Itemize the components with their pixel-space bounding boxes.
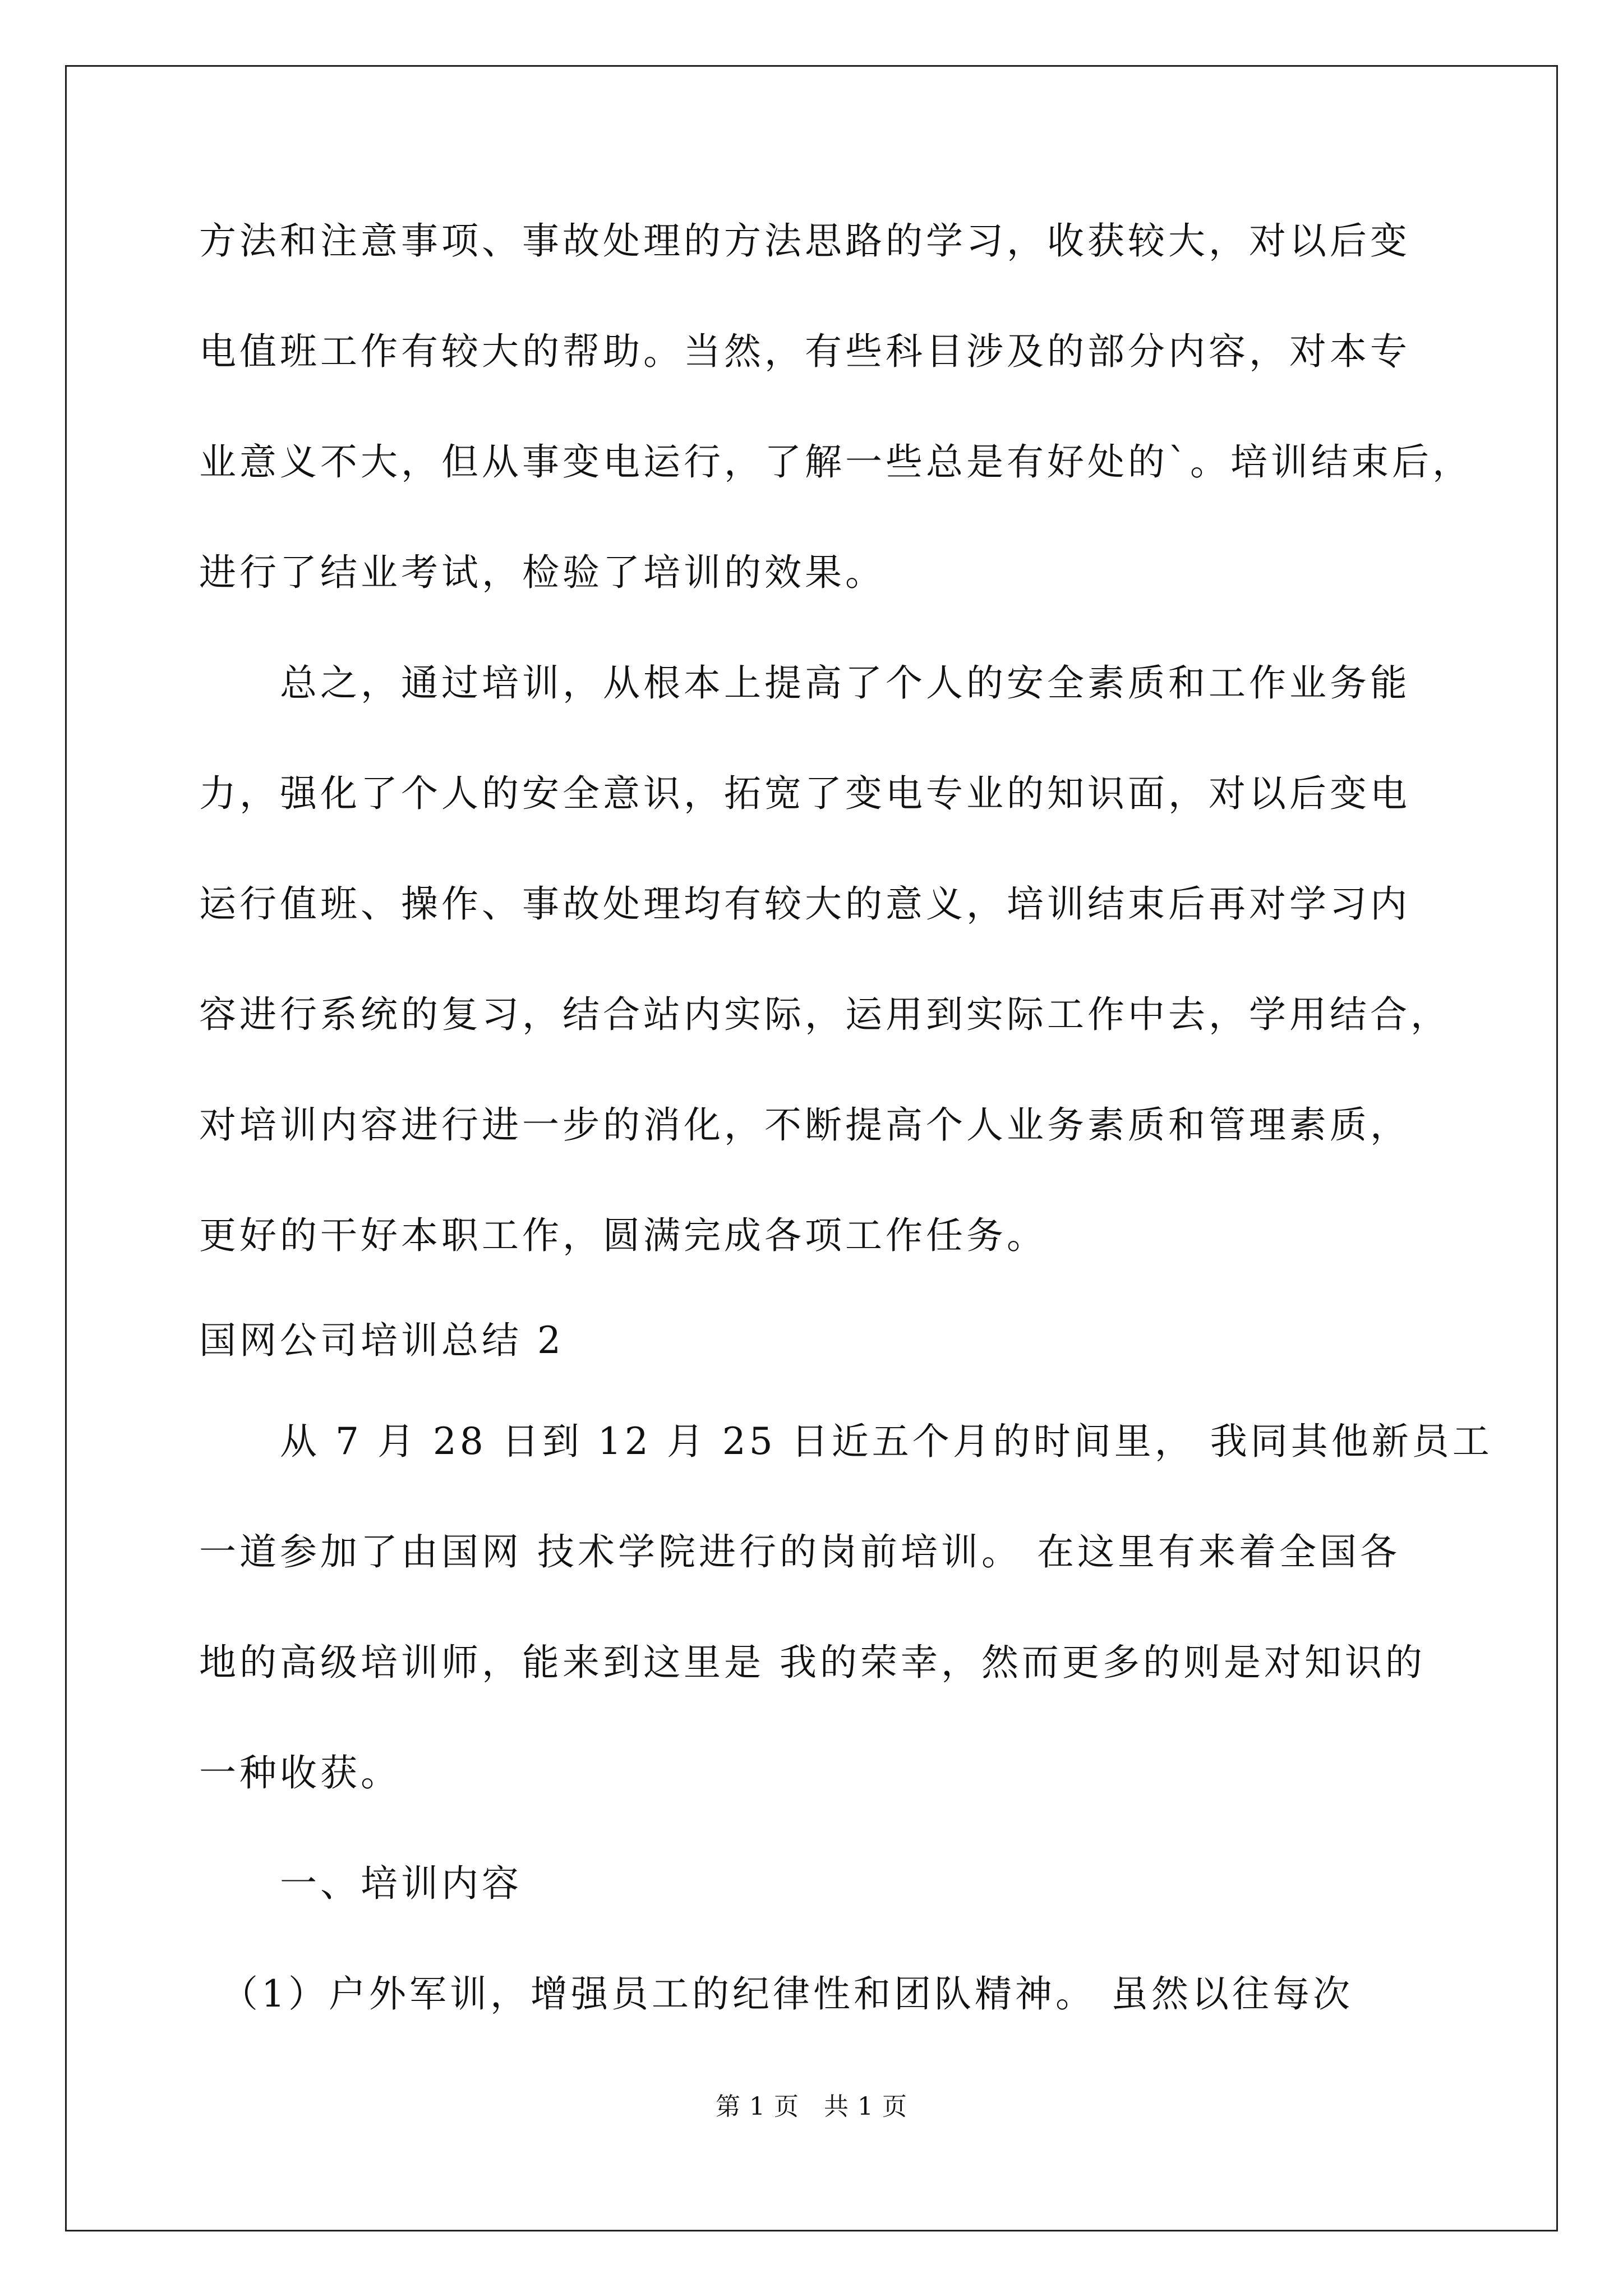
text-line: 业意义不大，但从事变电运行，了解一些总是有好处的`。培训结束后， xyxy=(199,440,1473,484)
text-line: 运行值班、操作、事故处理均有较大的意义，培训结束后再对学习内 xyxy=(199,882,1410,926)
page-number: 第 1 页 xyxy=(716,2092,799,2121)
text-line: 一种收获。 xyxy=(199,1751,401,1795)
text-line: 容进行系统的复习，结合站内实际，运用到实际工作中去，学用结合， xyxy=(199,993,1451,1036)
text-line: 一道参加了由国网 技术学院进行的岗前培训。 在这里有来着全国各 xyxy=(199,1530,1400,1573)
text-line: 进行了结业考试，检验了培训的效果。 xyxy=(199,551,886,594)
text-line: 总之，通过培训，从根本上提高了个人的安全素质和工作业务能 xyxy=(199,661,1410,705)
subsection-heading: 一、培训内容 xyxy=(199,1862,522,1905)
text-line: 对培训内容进行进一步的消化，不断提高个人业务素质和管理素质， xyxy=(199,1103,1410,1147)
text-line: 方法和注意事项、事故处理的方法思路的学习，收获较大，对以后变 xyxy=(199,219,1410,263)
page-footer xyxy=(0,2091,1623,2123)
text-line: 地的高级培训师，能来到这里是 我的荣幸，然而更多的则是对知识的 xyxy=(199,1641,1426,1684)
page-total: 共 1 页 xyxy=(824,2092,907,2121)
section-heading: 国网公司培训总结 2 xyxy=(199,1319,564,1362)
text-line: 力，强化了个人的安全意识，拓宽了变电专业的知识面，对以后变电 xyxy=(199,772,1410,815)
page-border xyxy=(65,65,1558,2231)
text-line: （1）户外军训，增强员工的纪律性和团队精神。 虽然以往每次 xyxy=(199,1972,1353,2016)
text-line: 电值班工作有较大的帮助。当然，有些科目涉及的部分内容，对本专 xyxy=(199,330,1410,373)
text-line: 从 7 月 28 日到 12 月 25 日近五个月的时间里， 我同其他新员工 xyxy=(199,1420,1493,1463)
text-line: 更好的干好本职工作，圆满完成各项工作任务。 xyxy=(199,1214,1047,1257)
